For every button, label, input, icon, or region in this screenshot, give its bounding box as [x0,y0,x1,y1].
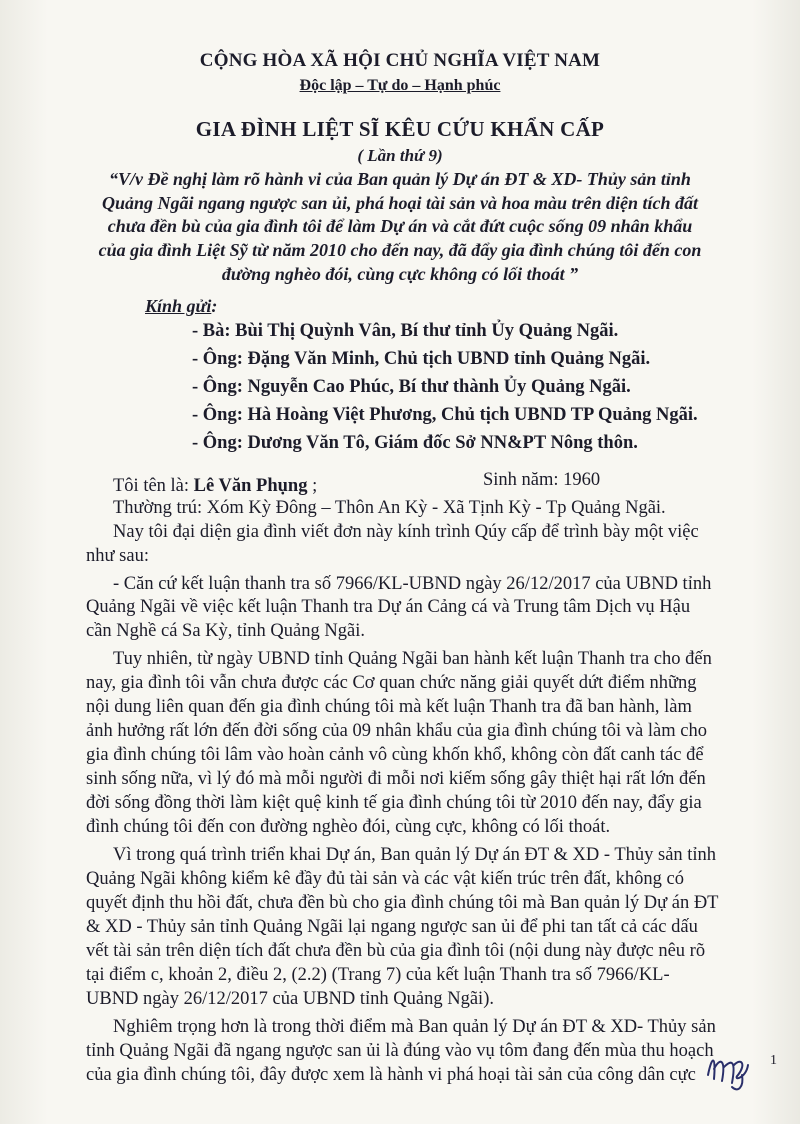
motto: Độc lập – Tự do – Hạnh phúc [299,77,501,94]
sender-name: Lê Văn Phụng [193,476,308,496]
recipient-item: - Bà: Bùi Thị Quỳnh Vân, Bí thư tỉnh Ủy Quảng Ngãi. [192,321,619,341]
paragraph-line: tỉnh Quảng Ngãi đã ngang ngược san ủi là đúng vào vụ tôm đang đến mùa thu hoạch [86,1041,714,1061]
subject-line: chưa đền bù của gia đình tôi để làm Dự án và cắt đứt cuộc sống 09 nhân khẩu [107,216,693,236]
document-title: GIA ĐÌNH LIỆT SĨ KÊU CỨU KHẨN CẤP [195,117,605,141]
paragraph-line: đời sống đồng thời làm kiệt quệ kinh tế gia đình chúng tôi từ 2010 đến nay, đẩy gia [86,793,702,813]
sender-address: Thường trú: Xóm Kỳ Đông – Thôn An Kỳ - Xã Tịnh Kỳ - Tp Quảng Ngãi. [113,498,666,518]
paragraph-line: Quảng Ngãi về việc kết luận Thanh tra Dự án Cảng cá và Trung tâm Dịch vụ Hậu [86,597,691,617]
country-header: CỘNG HÒA XÃ HỘI CHỦ NGHĨA VIỆT NAM [199,50,601,71]
subject-line: của gia đình Liệt Sỹ từ năm 2010 cho đến nay, đã đẩy gia đình chúng tôi đến con [98,240,702,260]
subject-line: “V/v Đề nghị làm rõ hành vi của Ban quản lý Dự án ĐT & XD- Thủy sản tỉnh [109,169,691,189]
paragraph-line: quyết định thu hồi đất, chưa đền bù cho gia đình chúng tôi mà Ban quản lý Dự án ĐT [86,893,719,913]
subject-line: đường nghèo đói, cùng cực không có lối thoát ” [221,264,579,284]
recipient-item: - Ông: Dương Văn Tô, Giám đốc Sở NN&PT Nông thôn. [192,433,638,453]
paragraph-line: UBND ngày 26/12/2017 của UBND tỉnh Quảng Ngãi). [86,989,494,1009]
paragraph-line: Tuy nhiên, từ ngày UBND tỉnh Quảng Ngãi ban hành kết luận Thanh tra cho đến [113,649,712,669]
paragraph-line: nội dung liên quan đến gia đình chúng tôi mà kết luận Thanh tra đã ban hành, làm [86,697,692,717]
page-number: 1 [770,1053,777,1068]
sender-name-line: Tôi tên là: Lê Văn Phụng ; [113,476,318,496]
paragraph-line: gia đình chúng tôi lâm vào hoàn cảnh vô cùng khốn khổ, không còn đất canh tác để [86,745,704,765]
paragraph-line: cần Nghề cá Sa Kỳ, tỉnh Quảng Ngãi. [86,621,365,641]
issue-number: ( Lần thứ 9) [357,146,443,165]
paragraph-line: Nay tôi đại diện gia đình viết đơn này kính trình Qúy cấp để trình bày một việc [113,522,699,542]
paragraph-line: nay, gia đình tôi vẫn chưa được các Cơ quan chức năng giải quyết dứt điểm những [86,673,697,693]
recipient-item: - Ông: Hà Hoàng Việt Phương, Chủ tịch UBND TP Quảng Ngãi. [192,405,698,425]
handwritten-initials [702,1035,762,1095]
recipient-item: - Ông: Đặng Văn Minh, Chủ tịch UBND tỉnh Quảng Ngãi. [192,349,651,369]
paragraph-line: tại điểm c, khoản 2, điều 2, (2.2) (Trang 7) của kết luận Thanh tra số 7966/KL- [86,965,670,985]
kinh-gui-heading: Kính gửi: [145,296,218,316]
paragraph-line: như sau: [86,546,149,566]
paragraph-line: sinh sống nữa, vì lý đó mà mỗi người đi mỗi nơi kiếm sống gây thiệt hại rất lớn đến [86,769,706,789]
paragraph-line: đình chúng tôi đến con đường nghèo đói, cùng cực, không có lối thoát. [86,817,611,837]
sender-birth-year: Sinh năm: 1960 [483,470,601,490]
paragraph-line: & XD - Thủy sản tỉnh Quảng Ngãi lại ngang ngược san ủi để phi tan tất cả các dấu [86,917,698,937]
subject-line: Quảng Ngãi ngang ngược san ủi, phá hoại tài sản và hoa màu trên diện tích đất [101,193,699,213]
kinh-gui-label: Kính gửi [145,296,212,316]
paragraph-line: Quảng Ngãi không kiểm kê đầy đủ tài sản và các vật kiến trúc trên đất, không có [86,869,684,889]
paragraph-line: - Căn cứ kết luận thanh tra số 7966/KL-UBND ngày 26/12/2017 của UBND tỉnh [113,574,712,594]
paragraph-line: Vì trong quá trình triển khai Dự án, Ban quản lý Dự án ĐT & XD - Thủy sản tỉnh [113,845,717,865]
recipient-item: - Ông: Nguyễn Cao Phúc, Bí thư thành Ủy Quảng Ngãi. [192,377,631,397]
paragraph-line: Nghiêm trọng hơn là trong thời điểm mà Ban quản lý Dự án ĐT & XD- Thủy sản [113,1017,716,1037]
paragraph-line: của gia đình chúng tôi, đây được xem là hành vi phá hoại tài sản của công dân cực [86,1065,696,1085]
paragraph-line: ảnh hưởng rất lớn đến đời sống của 09 nhân khẩu của gia đình chúng tôi và làm cho [86,721,707,741]
paragraph-line: vết tài sản trên diện tích đất chưa đền bù của gia đình tôi (nội dung này được nêu rõ [86,941,706,961]
